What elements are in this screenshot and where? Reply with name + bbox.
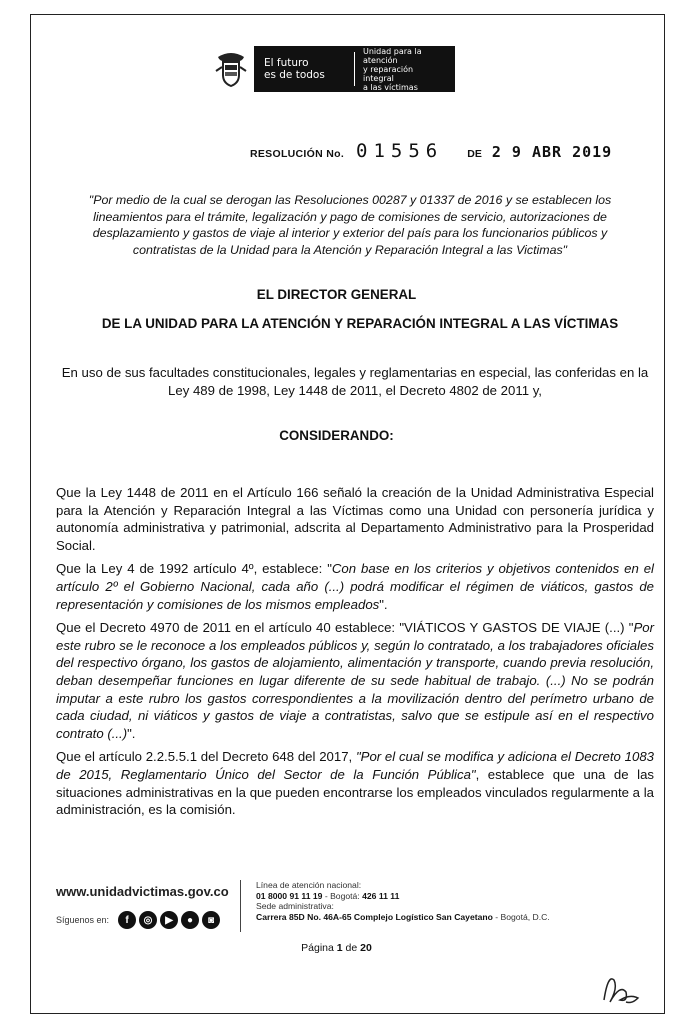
hotline-line bbox=[256, 891, 550, 902]
social-links bbox=[56, 911, 236, 929]
resolution-summary: "Por medio de la cual se derogan las Resoluciones 00287 y 01337 de 2016 y se establecen los lineamientos para el trámite, legalización y pago de comisiones de servicio, autorizaciones de desplazamiento y gastos de viaje al interior y exterior del país para los funcionarios públicos y contratistas de la Unidad para la Atención y Reparación Integral a las Victimas" bbox=[88, 193, 612, 257]
page-of: de bbox=[342, 942, 361, 954]
coat-of-arms-icon bbox=[212, 47, 250, 91]
page-label: Página bbox=[301, 942, 337, 954]
flickr-icon[interactable]: ● bbox=[181, 911, 199, 929]
page-total: 20 bbox=[360, 942, 372, 954]
bogota-number: 426 11 11 bbox=[362, 890, 400, 901]
footer-contact bbox=[56, 884, 236, 929]
footer-divider bbox=[240, 880, 241, 932]
entity-line-3: a las víctimas bbox=[363, 82, 418, 92]
instagram-icon[interactable]: ◎ bbox=[139, 911, 157, 929]
follow-label: Síguenos en: bbox=[56, 915, 110, 925]
resolution-number: 01556 bbox=[356, 140, 444, 162]
paragraph-2-lead: Que la Ley 4 de 1992 artículo 4º, establece: " bbox=[56, 561, 332, 577]
camera-icon[interactable]: ◙ bbox=[202, 911, 220, 929]
page-current: 1 bbox=[336, 942, 343, 954]
considerations-body bbox=[56, 484, 654, 825]
brand-slogan bbox=[264, 57, 346, 81]
hotline-label: Línea de atención nacional: bbox=[256, 880, 362, 890]
paragraph-2-tail: ". bbox=[379, 596, 388, 612]
youtube-icon[interactable]: ▶ bbox=[160, 911, 178, 929]
office-label: Sede administrativa: bbox=[256, 901, 334, 911]
preamble: En uso de sus facultades constitucionales, legales y reglamentarias en especial, las conferidas en la Ley 489 de 1998, Ley 1448 de 2011, el Decreto 4802 de 2011 y, bbox=[61, 365, 649, 398]
paragraph-4 bbox=[56, 748, 654, 818]
hotline-number: 01 8000 91 11 19 bbox=[256, 890, 323, 901]
page-number bbox=[0, 942, 673, 954]
office-city: - Bogotá, D.C. bbox=[492, 911, 550, 922]
paragraph-3-tail: ". bbox=[127, 725, 136, 741]
resolution-date-label: DE bbox=[467, 148, 482, 160]
hotline-sep: - Bogotá: bbox=[322, 890, 363, 901]
authority-title: EL DIRECTOR GENERAL bbox=[256, 287, 417, 302]
paragraph-3-lead: Que el Decreto 4970 de 2011 en el artículo 40 establece: "VIÁTICOS Y GASTOS DE VIAJE (...) " bbox=[56, 620, 634, 636]
resolution-line bbox=[250, 140, 612, 162]
paragraph-4-tail: , establece que una de las situaciones administrativas en la que pueden encontrarse los empleados vinculados regularmente a la administración, es la comisión. bbox=[56, 766, 654, 818]
authority-entity: DE LA UNIDAD PARA LA ATENCIÓN Y REPARACIÓN INTEGRAL A LAS VÍCTIMAS bbox=[101, 316, 619, 331]
letterhead bbox=[212, 46, 455, 92]
brand-divider bbox=[354, 52, 355, 86]
office-address: Carrera 85D No. 46A-65 Complejo Logístico San Cayetano bbox=[256, 911, 493, 922]
paragraph-3-quote: Por este rubro se le reconoce a los empleados públicos y, según lo contratado, a los trabajadores oficiales del respectivo órgano, los gastos de alojamiento, alimentación y transporte, cuando previa resolución, deban desempeñar funciones en lugar diferente de su sede habitual de trabajo. (...) No se podrán imputar a este rubro los gastos correspondientes a la movilización dentro del perímetro urbano de cada ciudad, ni viáticos y gastos de viaje a contratistas, salvo que se estipule así en el respectivo contrato (...) bbox=[56, 620, 654, 741]
paragraph-2-quote: Con base en los criterios y objetivos contenidos en el artículo 2º el Gobierno Nacional, cada año (...) podrá modificar el régimen de viáticos, gastos de representación y comisiones de los mismos empleados bbox=[56, 561, 654, 612]
paragraph-4-quote: "Por el cual se modifica y adiciona el Decreto 1083 de 2015, Reglamentario Único del Sector de la Función Pública" bbox=[56, 749, 654, 782]
resolution-label: RESOLUCIÓN No. bbox=[250, 148, 345, 160]
brand-line-1: El futuro bbox=[264, 57, 309, 69]
website-link[interactable]: www.unidadvictimas.gov.co bbox=[56, 884, 229, 899]
considerando-heading: CONSIDERANDO: bbox=[279, 428, 394, 443]
paragraph-1: Que la Ley 1448 de 2011 en el Artículo 166 señaló la creación de la Unidad Administrativa Especial para la Atención y Reparación Integral a las Víctimas como una Unidad con personería jurídica y autonomía administrativa y patrimonial, adscrita al Departamento Administrativo para la Prosperidad Social. bbox=[56, 485, 654, 553]
entity-line-2: y reparación integral bbox=[363, 64, 414, 83]
facebook-icon[interactable]: f bbox=[118, 911, 136, 929]
entity-name bbox=[363, 47, 445, 92]
footer-info bbox=[256, 880, 550, 922]
paragraph-3 bbox=[56, 619, 654, 742]
signature-mark bbox=[598, 970, 648, 1015]
office-line bbox=[256, 912, 550, 923]
brand-line-2: es de todos bbox=[264, 69, 325, 81]
government-brand-banner bbox=[254, 46, 455, 92]
resolution-date: 2 9 ABR 2019 bbox=[491, 143, 613, 161]
entity-line-1: Unidad para la atención bbox=[363, 46, 422, 65]
paragraph-2 bbox=[56, 560, 654, 613]
paragraph-4-lead: Que el artículo 2.2.5.5.1 del Decreto 648 del 2017, bbox=[56, 749, 356, 765]
